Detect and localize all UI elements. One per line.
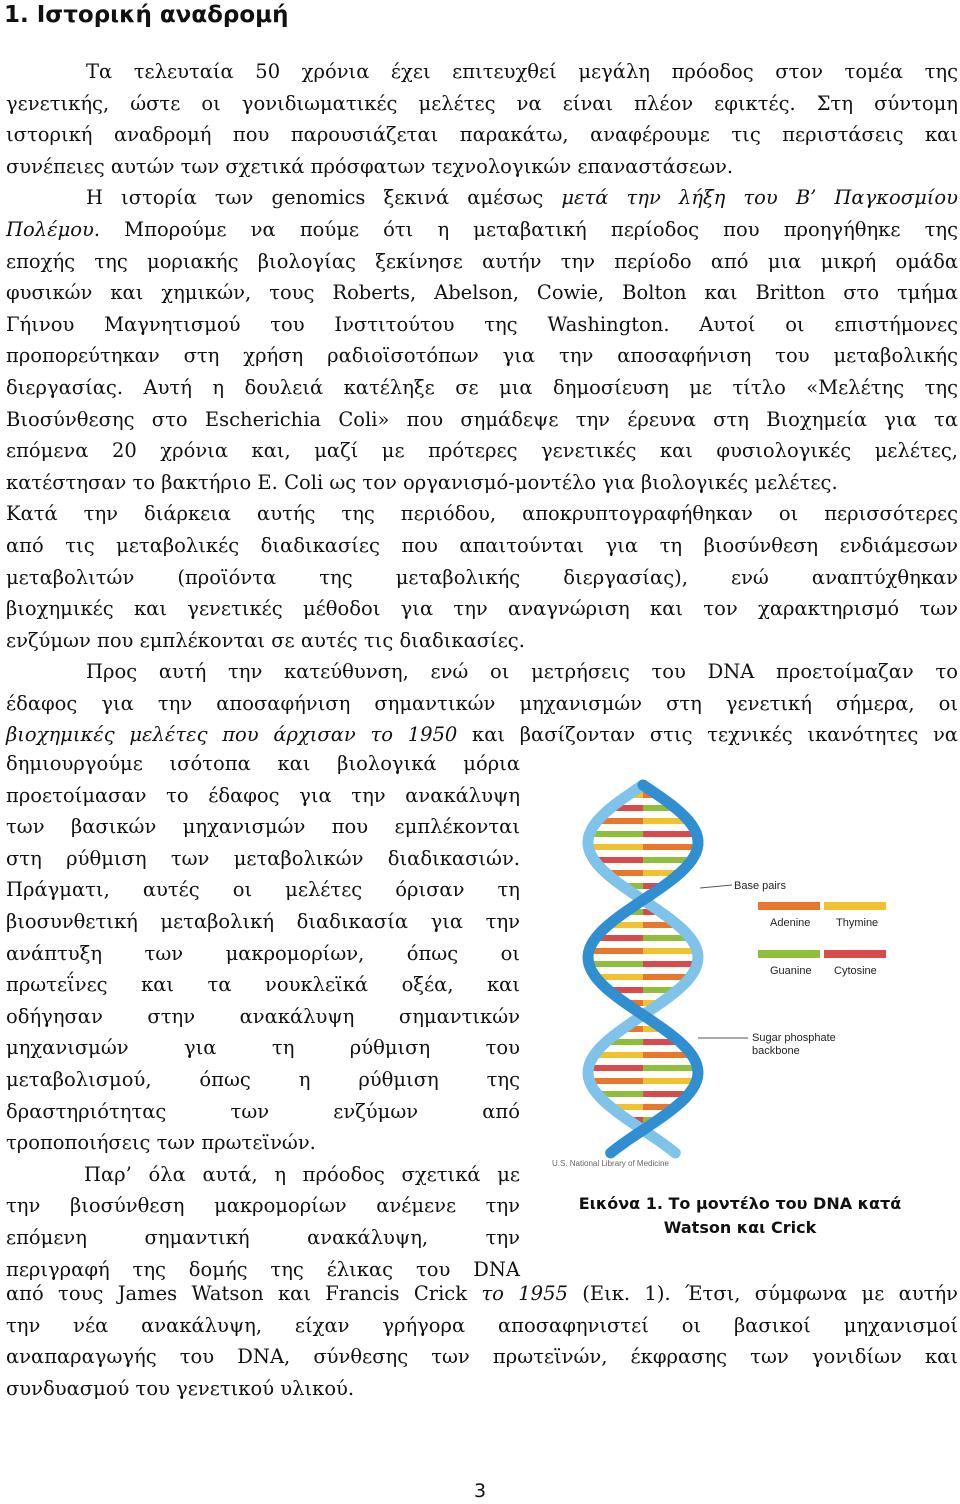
text-line [6, 1190, 520, 1222]
text-line [6, 435, 958, 467]
text-line [6, 1032, 520, 1064]
text-segment: Μπορούμε να πούμε ότι η μεταβατική περίοδος που προηγήθηκε της [100, 217, 958, 241]
text-segment: αναπαραγωγής του DNA, σύνθεσης των πρωτεϊνών, έκφρασης των γονιδίων και [6, 1345, 958, 1369]
text-segment: επόμενη σημαντική ανακάλυψη, την [6, 1225, 520, 1249]
text-line [6, 1222, 520, 1254]
text-line [6, 467, 958, 499]
text-block-wrap [6, 748, 520, 1285]
text-line [6, 748, 520, 780]
text-segment: πρωτεΐνες και τα νουκλεϊκά οξέα, και [6, 973, 520, 997]
italic-segment: βιοχημικές μελέτες που άρχισαν το 1950 [6, 723, 458, 747]
adenine-swatch [758, 902, 820, 910]
text-segment: προετοίμασαν το έδαφος για την ανακάλυψη [6, 783, 520, 807]
text-line [6, 780, 520, 812]
label-backbone-line1: Sugar phosphate [752, 1032, 836, 1044]
text-line [6, 88, 958, 120]
text-line [6, 1310, 958, 1342]
text-line [6, 372, 958, 404]
text-block-closing [6, 1278, 958, 1404]
text-line [6, 309, 958, 341]
text-segment: Βιοσύνθεσης στο Escherichia Coli» που σημάδεψε την έρευνα στη Βιοχημεία για τα [6, 407, 958, 431]
text-segment: οδήγησαν στην ανακάλυψη σημαντικών [6, 1004, 520, 1028]
label-thymine: Thymine [836, 917, 879, 929]
text-segment: Τα τελευταία 50 χρόνια έχει επιτευχθεί μεγάλη πρόοδος στον τομέα της [86, 60, 958, 83]
text-line [6, 969, 520, 1001]
text-line [6, 593, 958, 625]
text-line [6, 214, 958, 246]
text-line [6, 719, 958, 751]
text-segment: Η ιστορία των genomics ξεκινά αμέσως [86, 186, 562, 210]
thymine-swatch [824, 902, 886, 910]
text-segment: την βιοσύνθεση μακρομορίων ανέμενε την [6, 1194, 520, 1218]
text-line [6, 874, 520, 906]
text-line [6, 530, 958, 562]
label-cytosine: Cytosine [834, 965, 877, 977]
page-number: 3 [473, 1480, 487, 1502]
text-segment: γενετικής, ώστε οι γονιδιωματικές μελέτες να είναι πλέον εφικτές. Στη σύντομη [6, 91, 958, 115]
text-line [6, 151, 958, 183]
text-line [6, 938, 520, 970]
text-segment: έδαφος για την αποσαφήνιση σημαντικών μηχανισμών στη γενετική σήμερα, οι [6, 691, 958, 715]
text-line [6, 56, 958, 88]
text-segment: στη ρύθμιση των μεταβολικών διαδικασιών. [6, 846, 520, 870]
text-line [6, 246, 958, 278]
text-line [6, 182, 958, 214]
text-segment: Παρ’ όλα αυτά, η πρόοδος σχετικά με [84, 1162, 520, 1186]
text-segment: από τις μεταβολικές διαδικασίες που απαιτούνται για τη βιοσύνθεση ενδιάμεσων [6, 533, 958, 557]
image-credit: U.S. National Library of Medicine [552, 1159, 669, 1168]
text-segment: βιοσυνθετική μεταβολική διαδικασία για την [6, 909, 520, 933]
text-line [6, 1096, 520, 1128]
dna-figure [548, 770, 958, 1240]
text-segment: Κατά την διάρκεια αυτής της περιόδου, αποκρυπτογραφήθηκαν οι περισσότερες [6, 502, 958, 526]
text-segment: την νέα ανακάλυψη, είχαν γρήγορα αποσαφηνιστεί οι βασικοί μηχανισμοί [6, 1313, 958, 1337]
text-segment: από τους James Watson και Francis Crick [6, 1282, 482, 1305]
text-segment: ενζύμων που εμπλέκονται σε αυτές τις διαδικασίες. [6, 628, 525, 652]
italic-segment: μετά την λήξη του Β’ Παγκοσμίου [561, 186, 958, 210]
caption-line-2: Watson και Crick [663, 1218, 817, 1237]
text-line [6, 119, 958, 151]
text-segment: των βασικών μηχανισμών που εμπλέκονται [6, 815, 520, 839]
guanine-swatch [758, 950, 820, 958]
text-line [6, 811, 520, 843]
text-line [6, 688, 958, 720]
text-line [6, 340, 958, 372]
text-line [6, 1373, 958, 1405]
text-line [6, 843, 520, 875]
text-line [6, 1159, 520, 1191]
text-segment: μεταβολιτών (προϊόντα της μεταβολικής διεργασίας), ενώ αναπτύχθηκαν [6, 565, 958, 589]
text-segment: κατέστησαν το βακτήριο E. Coli ως τον οργανισμό-μοντέλο για βιολογικές μελέτες. [6, 470, 838, 494]
text-segment: συνέπειες αυτών των σχετικά πρόσφατων τεχνολογικών επαναστάσεων. [6, 154, 734, 178]
text-segment: Προς αυτή την κατεύθυνση, ενώ οι μετρήσεις του DNA προετοίμαζαν το [86, 660, 958, 684]
text-segment: και βασίζονταν στις τεχνικές ικανότητες να [457, 723, 958, 747]
text-segment: (Εικ. 1). Έτσι, σύμφωνα με αυτήν [567, 1282, 959, 1305]
text-segment: ιστορική αναδρομή που παρουσιάζεται παρακάτω, αναφέρουμε τις περιστάσεις και [6, 123, 958, 147]
text-segment: εποχής της μοριακής βιολογίας ξεκίνησε αυτήν την περίοδο από μια μικρή ομάδα [6, 249, 958, 273]
base-pair-rungs [588, 795, 697, 1133]
text-line [6, 906, 520, 938]
label-base-pairs: Base pairs [734, 880, 786, 892]
text-line [6, 277, 958, 309]
text-segment: βιοχημικές και γενετικές μέθοδοι για την αναγνώριση και τον χαρακτηρισμό των [6, 597, 958, 621]
figure-caption [548, 1192, 932, 1240]
text-segment: Γήινου Μαγνητισμού του Ινστιτούτου της Washington. Αυτοί οι επιστήμονες [6, 312, 958, 336]
text-segment: μηχανισμών για τη ρύθμιση του [6, 1036, 520, 1060]
dna-helix-diagram [548, 770, 958, 1190]
text-segment: φυσικών και χημικών, τους Roberts, Abelson, Cowie, Bolton και Britton στο τμήμα [6, 281, 958, 305]
text-segment: Πράγματι, αυτές οι μελέτες όρισαν τη [6, 878, 520, 902]
text-segment: διεργασίας. Αυτή η δουλειά κατέληξε σε μια δημοσίευση με τίτλο «Μελέτης της [6, 375, 958, 399]
text-segment: δραστηριότητας των ενζύμων από [6, 1099, 520, 1123]
label-adenine: Adenine [770, 917, 811, 929]
section-heading: 1. Ιστορική αναδρομή [4, 2, 289, 28]
text-line [6, 562, 958, 594]
text-line [6, 1127, 520, 1159]
text-line [6, 498, 958, 530]
label-guanine: Guanine [770, 965, 812, 977]
italic-segment: το 1955 [481, 1282, 568, 1305]
text-line [6, 1064, 520, 1096]
base-pairs-pointer [700, 885, 732, 888]
text-block-intro [6, 56, 958, 751]
cytosine-swatch [824, 950, 886, 958]
text-segment: συνδυασμού του γενετικού υλικού. [6, 1376, 355, 1400]
label-backbone-line2: backbone [752, 1045, 800, 1057]
text-line [6, 1278, 958, 1310]
text-segment: τροποποιήσεις των πρωτεϊνών. [6, 1131, 316, 1155]
text-line [6, 1341, 958, 1373]
text-segment: ανάπτυξη των μακρομορίων, όπως οι [6, 941, 520, 965]
text-segment: μεταβολισμού, όπως η ρύθμιση της [6, 1067, 520, 1091]
text-line [6, 656, 958, 688]
text-line [6, 404, 958, 436]
italic-segment: Πολέμου. [6, 217, 101, 241]
text-segment: επόμενα 20 χρόνια και, μαζί με πρότερες γενετικές και φυσιολογικές μελέτες, [6, 439, 958, 463]
text-line [6, 1001, 520, 1033]
caption-line-1: Εικόνα 1. Το μοντέλο του DNA κατά [578, 1194, 902, 1213]
text-segment: περιγραφή της δομής της έλικας του DNA [6, 1257, 520, 1281]
text-segment: προπορεύτηκαν στη χρήση ραδιοϊσοτόπων για την αποσαφήνιση του μεταβολικής [6, 344, 958, 368]
text-segment: δημιουργούμε ισότοπα και βιολογικά μόρια [6, 752, 520, 775]
text-line [6, 625, 958, 657]
